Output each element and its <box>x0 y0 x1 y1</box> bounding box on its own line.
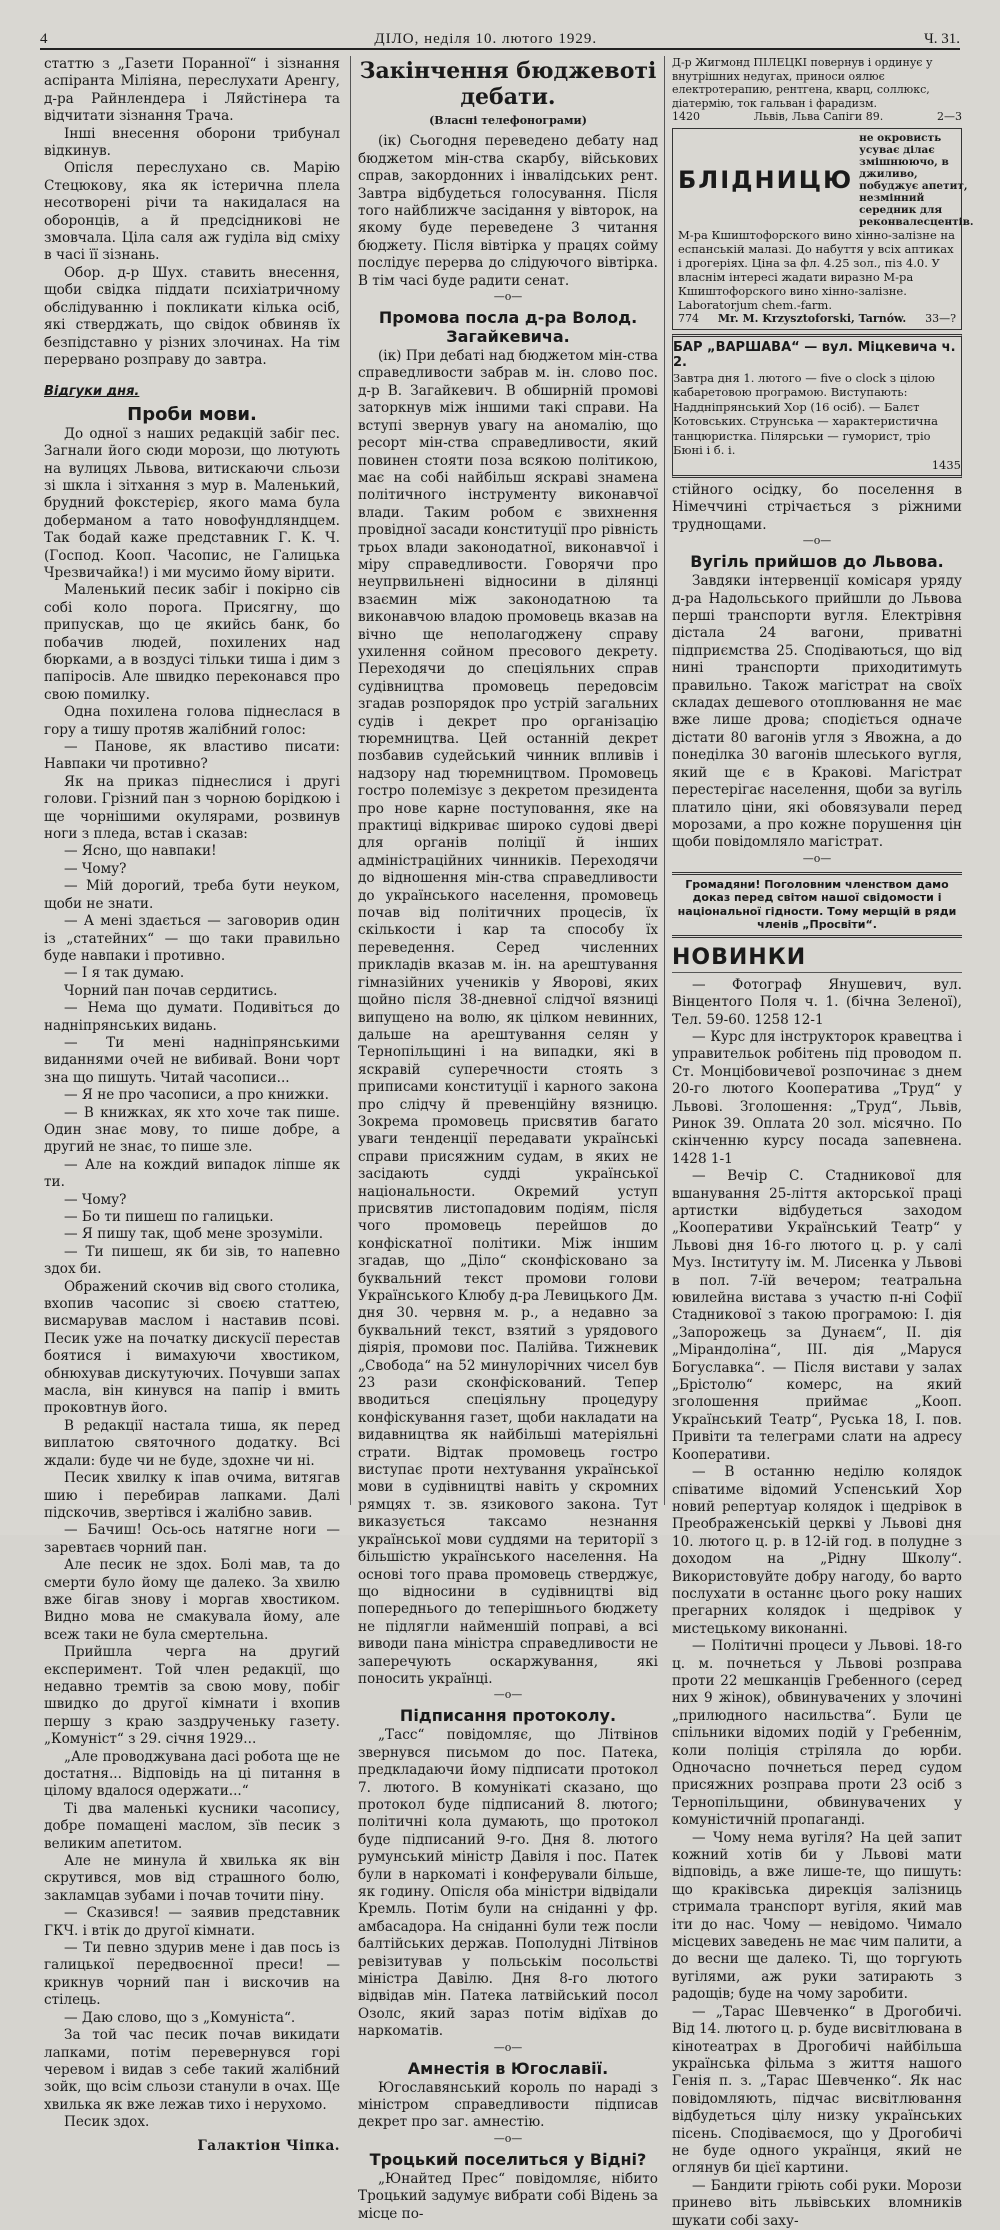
rubric-heading: Відгуки дня. <box>44 384 140 400</box>
paragraph: — Сказився! — заявив представник ГКЧ. і втік до другої кімнати. <box>44 1905 340 1939</box>
ad-brand: БЛІДНИЦЮ <box>678 165 854 194</box>
paragraph: — Бо ти пишеш по галицьки. <box>64 1209 274 1225</box>
section-heading-news: НОВИНКИ <box>672 944 962 973</box>
ad-bar-warszawa <box>672 334 962 479</box>
article-subtitle: (Власні телефонограми) <box>429 114 587 127</box>
paragraph: За той час песик почав викидати лапками, потім перевернувся горі черевом і видав з себе такий жалібний зойк, що всім сльози станули в очах. Ще хвилька як вже лежав тихо і нерухомо. <box>44 2027 340 2113</box>
ad-company: Mr. M. Krzysztoforski, Tarnów. <box>717 311 907 325</box>
paragraph: — Бачиш! Ось-ось натягне ноги — заревтаєв чорний пан. <box>44 1522 340 1556</box>
page-header <box>40 26 960 48</box>
paragraph: „Але проводжувана дасі робота ще не достатня... Відповідь на ці питання в цілому вдалося одержати...“ <box>44 1748 340 1800</box>
paragraph: Обор. д-р Шух. ставить внесення, щоби свідка піддати психіатричному обслідуванню і покликати кілька осіб, які стверджать, що свідок обвиняв їх безпідставно у різних злочинах. На тім перервано розправу до завтра. <box>44 264 340 368</box>
header-rule <box>40 48 960 50</box>
separator: —о— <box>493 2040 523 2054</box>
column-middle <box>358 56 658 2222</box>
paragraph: статтю з „Газети Поранної“ і зізнання аспіранта Міліяна, переслухати Аренгу, д-ра Райнлендера і Ляйстінера та відчитати зізнання Трача. <box>44 56 340 125</box>
separator: —о— <box>802 851 832 865</box>
paragraph: Але песик не здох. Болі мав, та до смерти було йому ще далеко. За хвилю вже бігав знову і моргав хвостиком. Видно мова не смакувала йому, але всеж таки не була смертельна. <box>44 1557 340 1643</box>
separator: —о— <box>493 2131 523 2145</box>
paragraph: стійного осідку, бо поселення в Німеччині стрічається з ріжними труднощами. <box>672 482 962 533</box>
paragraph: „Тасс“ повідомляє, що Літвінов звернувся письмом до пос. Патека, предкладаючи йому підписати протокол 7. лютого. В комунікаті сказано, що протокол буде підписаний 8. лютого; політичні кола думають, що протокол буде підписаний 9-го. Дня 8. лютого румунський міністр Давіля і пос. Патек були в наркоматі і конферували більше, як годину. Опісля оба міністри відвідали Кремль. Потім були на сніданні у фр. амбасадора. На сніданні були теж посли балтійських держав. Пополудні Літвінов ревізитував у польськім посольстві міністра Давілю. Дня 8-го лютого відвідав мін. Патека латвійський посол Озолс, який зараз потім відїхав до наркоматів. <box>358 1727 658 2040</box>
separator: —о— <box>802 534 832 548</box>
paragraph: (ік) Сьогодня переведено дебату над бюджетом мін-ства скарбу, військових справ, закордонних і інвалідських рент. Завтра відбудеться голосування. Після того найближче засідання у вівторок, на якому буде переведене 3 читання бюджету. Після вівтірка у працях сойму послідує перерва до слідуючого вівтірка. В тім часі буде радити сенат. <box>358 133 658 289</box>
news-item: — „Тарас Шевченко“ в Дрогобичі. Від 14. лютого ц. р. буде висвітлювана в кінотеатрах в Дрогобичі найбільша українська фільма з життя нашого Генія п. з. „Тарас Шевченко“. Як нас повідомляють, підчас висвітлювання відбудеться цілу низку українських пісень. Сподіваємося, що у Дрогобичі не буде одного українця, який не оглянув би цієї картини. <box>672 2003 962 2177</box>
ad-code: 1420 <box>672 110 700 123</box>
article-title: Підписання протоколу. <box>399 1706 617 1726</box>
paragraph: Але не минула й хвилька як він скрутився, мов від страшного болю, закламцав зубами і почав точити піну. <box>44 1853 340 1904</box>
article-title: Амнестія в Югославії. <box>407 2058 609 2078</box>
paragraph: — Ти певно здурив мене і дав пось із галицької передвоєнної преси! — крикнув чорний пан і вискочив на стілець. <box>44 1940 340 2009</box>
news-list <box>672 977 962 2230</box>
masthead: ДІЛО, неділя 10. лютого 1929. <box>374 31 598 47</box>
prosvita-appeal: Громадяни! Поголовним членством дамо доказ перед світом нашої свідомости і національної гідности. Тому мерщій в ряди членів „Просвіти“. <box>672 872 962 938</box>
news-item: — Фотограф Янушевич, вул. Вінцентого Поля ч. 1. (бічна Зеленої), Тел. 59-60. 1258 12-1 <box>672 976 962 1028</box>
ad-address: Львів, Льва Сапіги 89. <box>753 110 884 123</box>
news-item: — В останню неділю колядок співатиме відомий Успенський Хор новий репертуар колядок і щедрівок в Преображенській церкві у Львові дня 10. лютого ц. р. в 12-ій год. в полудне з доходом на „Рідну Школу“. Використовуйте добру нагоду, бо варто послухати в останнє цього року наших прегарних колядок і щедрівок у мистецькому виконанні. <box>672 1464 962 1637</box>
paragraph: Югославянський король по нараді з міністром справедливости підписав декрет про заг. амнестію. <box>358 2079 658 2131</box>
ad-code: 1435 <box>931 457 961 472</box>
paragraph: — Нема що думати. Подивіться до надніпрянських видань. <box>44 1000 340 1034</box>
ad-title: БАР „ВАРШАВА“ — вул. Міцкевича ч. 2. <box>673 339 956 370</box>
paragraph: Чорний пан почав сердитись. <box>64 982 278 999</box>
paragraph: — Але на кождий випадок ліпше як ти. <box>44 1156 340 1191</box>
news-item: — Вечір С. Стадникової для вшанування 25-ліття акторської праці артистки відбудеться заходом „Кооперативи Український Театр“ у Львові дня 16-го лютого ц. р. у салі Муз. Інституту ім. М. Лисенка у Львові в пол. 7-їй вечером; театральна ювилейна вистава з участю п-ні Софії Стадникової з такою програмою: I. дія „Запорожець за Дунаєм“, II. дія „Мірандоліна“, III. дія „Маруся Богуславка“. — Після вистави у залах „Брістолю“ комерс, на який зголошення приймає „Кооп. Український Театр“, Руська 18, I. пов. Привіти та телеграми слати на адресу Кооперативи. <box>672 1168 962 1463</box>
paragraph: Песик здох. <box>64 2114 150 2131</box>
author: Галактіон Чіпка. <box>197 2137 340 2154</box>
ad-footer <box>678 312 956 326</box>
paragraph: Прийшла черга на другий експеримент. Той член редакції, що недавно тремтів за свою мову, побіг швидко до другої кімнати і вхопив першу з краю заздрученьку газету. „Комуніст“ з 29. січня 1929... <box>44 1644 340 1748</box>
column-right <box>672 56 974 2229</box>
paragraph: — Я пишу так, щоб мене зрозуміли. <box>64 1226 324 1243</box>
paragraph: Ображений скочив від свого столика, вхопив часопис зі своєю статтею, висмарував маслом і наставив псові. Песик уже на початку дискусії перестав боятися і вимахуючи хвостиком, обнюхував дискутуючих. Почувши запах масла, він кинувся на папір і вмить проковтнув його. <box>44 1278 340 1417</box>
ad-text: М-ра Кшиштофорского вино хінно-залізне на еспанській малазі. До набуття у всіх аптиках і дрогеріях. Ціна за фл. 4.25 зол., піз 4.0. У власнім інтересі жадати виразно М-ра Кшиштофорского вино хінно-залізне. Laboratorjum chem.-farm. <box>678 227 955 312</box>
paragraph: — І я так думаю. <box>64 965 185 982</box>
paragraph: Інші внесення оборони трибунал відкинув. <box>44 125 340 160</box>
paragraph: — А мені здається — заговорив один із „статейних“ — що таки правильно буде навпаки і противно. <box>44 913 340 964</box>
ad-text: Завтра дня 1. лютого — five o clock з цілою кабаретовою програмою. Виступають: Наддніпрянський Хор (16 осіб). — Балєт Котовських. Струнська — характеристична танцюристка. Пілярськи — гуморист, тріо Бюні і б. і. <box>673 370 938 457</box>
paragraph: „Юнайтед Прес“ повідомляє, нібито Троцький задумує вибрати собі Відень за місце по- <box>358 2170 658 2222</box>
page-number: 4 <box>40 31 48 47</box>
paragraph: Маленький песик забіг і покірно сів собі коло порога. Присягну, що припускав, що це якийсь банк, бо побачив людей, похилених над бюрками, а в воздусі тільки тиша і дим з папіросів. Але швидко переконався про свою помилку. <box>44 582 340 703</box>
paragraph: — В книжках, як хто хоче так пише. Один знає мову, то пише добре, а другий не знає, то пише зле. <box>44 1104 340 1156</box>
paragraph: — Чому? <box>64 860 127 877</box>
separator: —о— <box>493 290 523 304</box>
ad-tagline: не окровисть усуває ділає змішнюючо, в джиливо, побуджує апетит, незмінний середник для реконвалесцентів. <box>859 131 974 228</box>
issue-number: Ч. 31. <box>923 31 960 47</box>
paragraph: (ік) При дебаті над бюджетом мін-ства справедливости забрав м. ін. слово пос. д-р В. Загайкевич. В обширній промові заторкнув між іншими такі справи. На вступі звернув увагу на аномалію, що ресорт мін-ства справедливости, який повинен стояти поза всякою політикою, має на собі найбільш яскраві знамена політичного інструменту виконавчої влади. Таким робом є звихнення провідної засади конституції про рівність трьох влади законодатної, виконавчої і міру справедливости. Говорячи про неупрвильнені відносини в ділянці взаємин між законодатною та виконавчою владою промовець вказав на вічно ще неполагоджену справу ухилення сойном пресового декрету. Переходячи до спеціяльних справ судівництва промовець передовсім згадав розпорядок про устрій загальних судів і декрет про організацію тюремництва. Цей останній декрет позбавив судейський чинник впливів і надзору над тюремництвом. Промовець гостро полемізує з декретом президента про нове карне поступовання, яке на практиці відкриває широко судові двері для органів поліції й інших адміністраційних чинників. Переходячи до відношення мін-ства справедливости до українського населення, промовець почав від політичних процесів, їх скількости і кар та способу їх переведення. Серед численних прикладів вказав м. ін. на арештування гімназійних учеників у Яворові, яких щойно після 38-дневної слідчої вязниці випущено на волю, як цілком невинних, дальше на арештування селян у Тернопільщині і на випадки, які в яскравій суперечности стоять з приписами конституції і карного закона про слідчу й превенційну вязницю. Зокрема промовець присвятив багато уваги тенденції передавати українські справи присяжним судам, в яких не засідають судді української національности. Окремий уступ присвятив листопадовим подіям, після чого промовець перейшов до конфіскатної політики. Між іншим згадав, що „Діло“ сконфісковано за буквальний текст промови голови Українського Клюбу д-ра Левицького Дм. дня 30. червня м. р., а недавно за буквальний текст, взятий з урядового діярія, промови пос. Палійва. Тижневик „Свобода“ на 52 минулорічних чисел був 23 рази сконфіскований. Тепер вводиться спеціяльну процедуру конфіскування газет, щоби накладати на видавництва як найбільші матеріяльні страти. Відтак промовець гостро виступає проти нехтування української мови в судівництві навіть у скромних рямцях т. зв. язикового закона. Тут виказується таксамо незнання української мови суддями на території з більшістю українського населення. На основі того права промовець стверджує, що відносини в судівництві від попереднього до теперішнього бюджету не підлягли найменшій поправі, а всі виводи пана міністра справедливости не заперечують оскаржування, які поносить українці. <box>358 348 658 1687</box>
ad-footer <box>672 110 962 124</box>
paragraph: Ті два маленькі кусники часопису, добре помащені маслом, зїв песик з великим апетитом. <box>44 1800 340 1852</box>
ad-text: Д-р Жигмонд ПІЛЕЦКІ повернув і ординує у внутрішних недугах, приноси оялює електротерапию, рентгена, кварц, соллюкс, діатермію, ток гальван і фарадизм. <box>672 56 933 110</box>
paragraph: — Ясно, що навпаки! <box>64 843 217 860</box>
article-title: Троцький поселиться у Відні? <box>369 2149 647 2169</box>
column-divider <box>664 56 665 1505</box>
paragraph: — Панове, як властиво писати: Навпаки чи противно? <box>44 739 340 773</box>
ad-code: 774 <box>678 311 699 325</box>
signature <box>44 2138 340 2155</box>
paragraph: Одна похилена голова піднеслася в гору а тишу протяв жалібний голос: <box>44 704 340 738</box>
news-item: — Курс для інструкторок кравецтва і управительок робітень під проводом п. Ст. Монцібовичевої розпочинає з днем 20-го лютого Кооператива „Труд“ у Львові. Зголошення: „Труд“, Львів, Ринок 39. Оплата 20 зол. місячно. По скінченню курсу посада запевнена. 1428 1-1 <box>672 1028 962 1167</box>
paragraph: Песик хвилку к іпав очима, витягав шию і перебирав лапками. Далі підскочив, звертівся і жалібно завив. <box>44 1470 340 1521</box>
paragraph: — Чому? <box>64 1191 127 1208</box>
article-title: Закінчення бюджевоті дебати. <box>359 58 657 110</box>
news-item: — Бандити гріють собі руки. Морози принево віть львівських вломників шукати собі заху- <box>672 2177 962 2229</box>
paragraph: — Мій дорогий, треба бути неуком, щоби не знати. <box>44 878 340 912</box>
paragraph: До одної з наших редакцій забіг пес. Загнали його сюди морози, що лютують на вулицях Львова, витискаючи сльози зі шкла і зітхання з мур в. Маленький, брудний фокстерієр, якого мама була доберманом а тато новофундляндцем. Так бодай каже представник Г. К. Ч. (Господ. Кооп. Часопис, не Галицька Чрезвичайка!) і ми мусимо йому вірити. <box>44 425 340 581</box>
paragraph: В редакції настала тиша, як перед виплатою святочного додатку. Всі ждали: буде чи не буде, здохне чи ні. <box>44 1417 340 1469</box>
ad-blidnytsiu <box>672 128 974 330</box>
separator: —о— <box>493 1688 523 1702</box>
news-item: — Політичні процеси у Львові. 18-го ц. м. почнеться у Львові розправа проти 22 мешканців Гребенного (серед них 9 жінок), обвинувачених у злочині „прилюдного насильства“. Були це спільники відомих подій у Гребеннім, коли поліція стріляла до юрби. Одночасно почнеться перед судом присяжних розправа проти 23 осіб з Тернопільщини, обвинувачених у комуністичній пропаганді. <box>672 1638 962 1829</box>
paragraph: Опісля переслухано св. Марію Стецюкову, яка як істерична плела несотворені річи та накидалася на оборонців, а й предсідникові не змовчала. Ціла саля аж гуділа від сміху в часі її зізнань. <box>44 160 340 264</box>
paragraph: Як на приказ піднеслися і другі голови. Грізний пан з чорною борідкою і ще чорнішими окулярами, розвинув ноги з пледа, встав і сказав: <box>44 773 340 843</box>
paragraph: — Ти мені надніпрянськими виданнями очей не вибивай. Вони чорт зна що пишуть. Читай часописи... <box>44 1034 340 1086</box>
news-item: — Чому нема вугіля? На цей запит кожний хотів би у Львові мати відповідь, а вже лише-те, що пишуть: що краківська дирекція залізниць стримала транспорт вугіля, який мав іти до нас. Чому — невідомо. Чимало місцевих заведень не має чим палити, а до весни ще далеко. Ті, що торгують вугілями, аж руки затирають з радощів; буде на чому заробити. <box>672 1829 962 2003</box>
ad-code: 2—3 <box>936 110 962 123</box>
ad-doctor <box>672 56 962 124</box>
article-title: Проби мови. <box>127 403 257 425</box>
article-body <box>44 426 340 2132</box>
column-divider <box>350 56 351 1505</box>
paragraph: Завдяки інтервенції комісаря уряду д-ра Надольського прийшли до Львова перші транспорти вугля. Електрівня дістала 24 вагони, приватні підприємства 25. Сподіваються, що від нині транспорти приходитимуть правильно. Також магістрат на своїх складах дешевого отоплювання не має вже лише дрова; сподіється одначе дістати 80 вагонів угля з Явожна, а до понеділка 30 вагонів шлеського вугля, який ще є в Кракові. Магістрат перестерігає населення, щоби за вугіль платило ціни, які обовязували перед морозами, а про кожне порушення цін щоби повідомляло магістрат. <box>672 573 962 851</box>
article-title: Вугіль прийшов до Львова. <box>690 552 944 572</box>
article-title: Промова посла д-ра Волод. Загайкевича. <box>378 308 638 347</box>
paragraph: — Ти пишеш, як би зів, то напевно здох би. <box>44 1243 340 1278</box>
ad-code: 33—? <box>925 311 956 325</box>
paragraph: — Даю слово, що з „Комуніста“. <box>64 2009 296 2026</box>
column-left <box>44 56 340 2154</box>
paragraph: — Я не про часописи, а про книжки. <box>64 1087 329 1104</box>
